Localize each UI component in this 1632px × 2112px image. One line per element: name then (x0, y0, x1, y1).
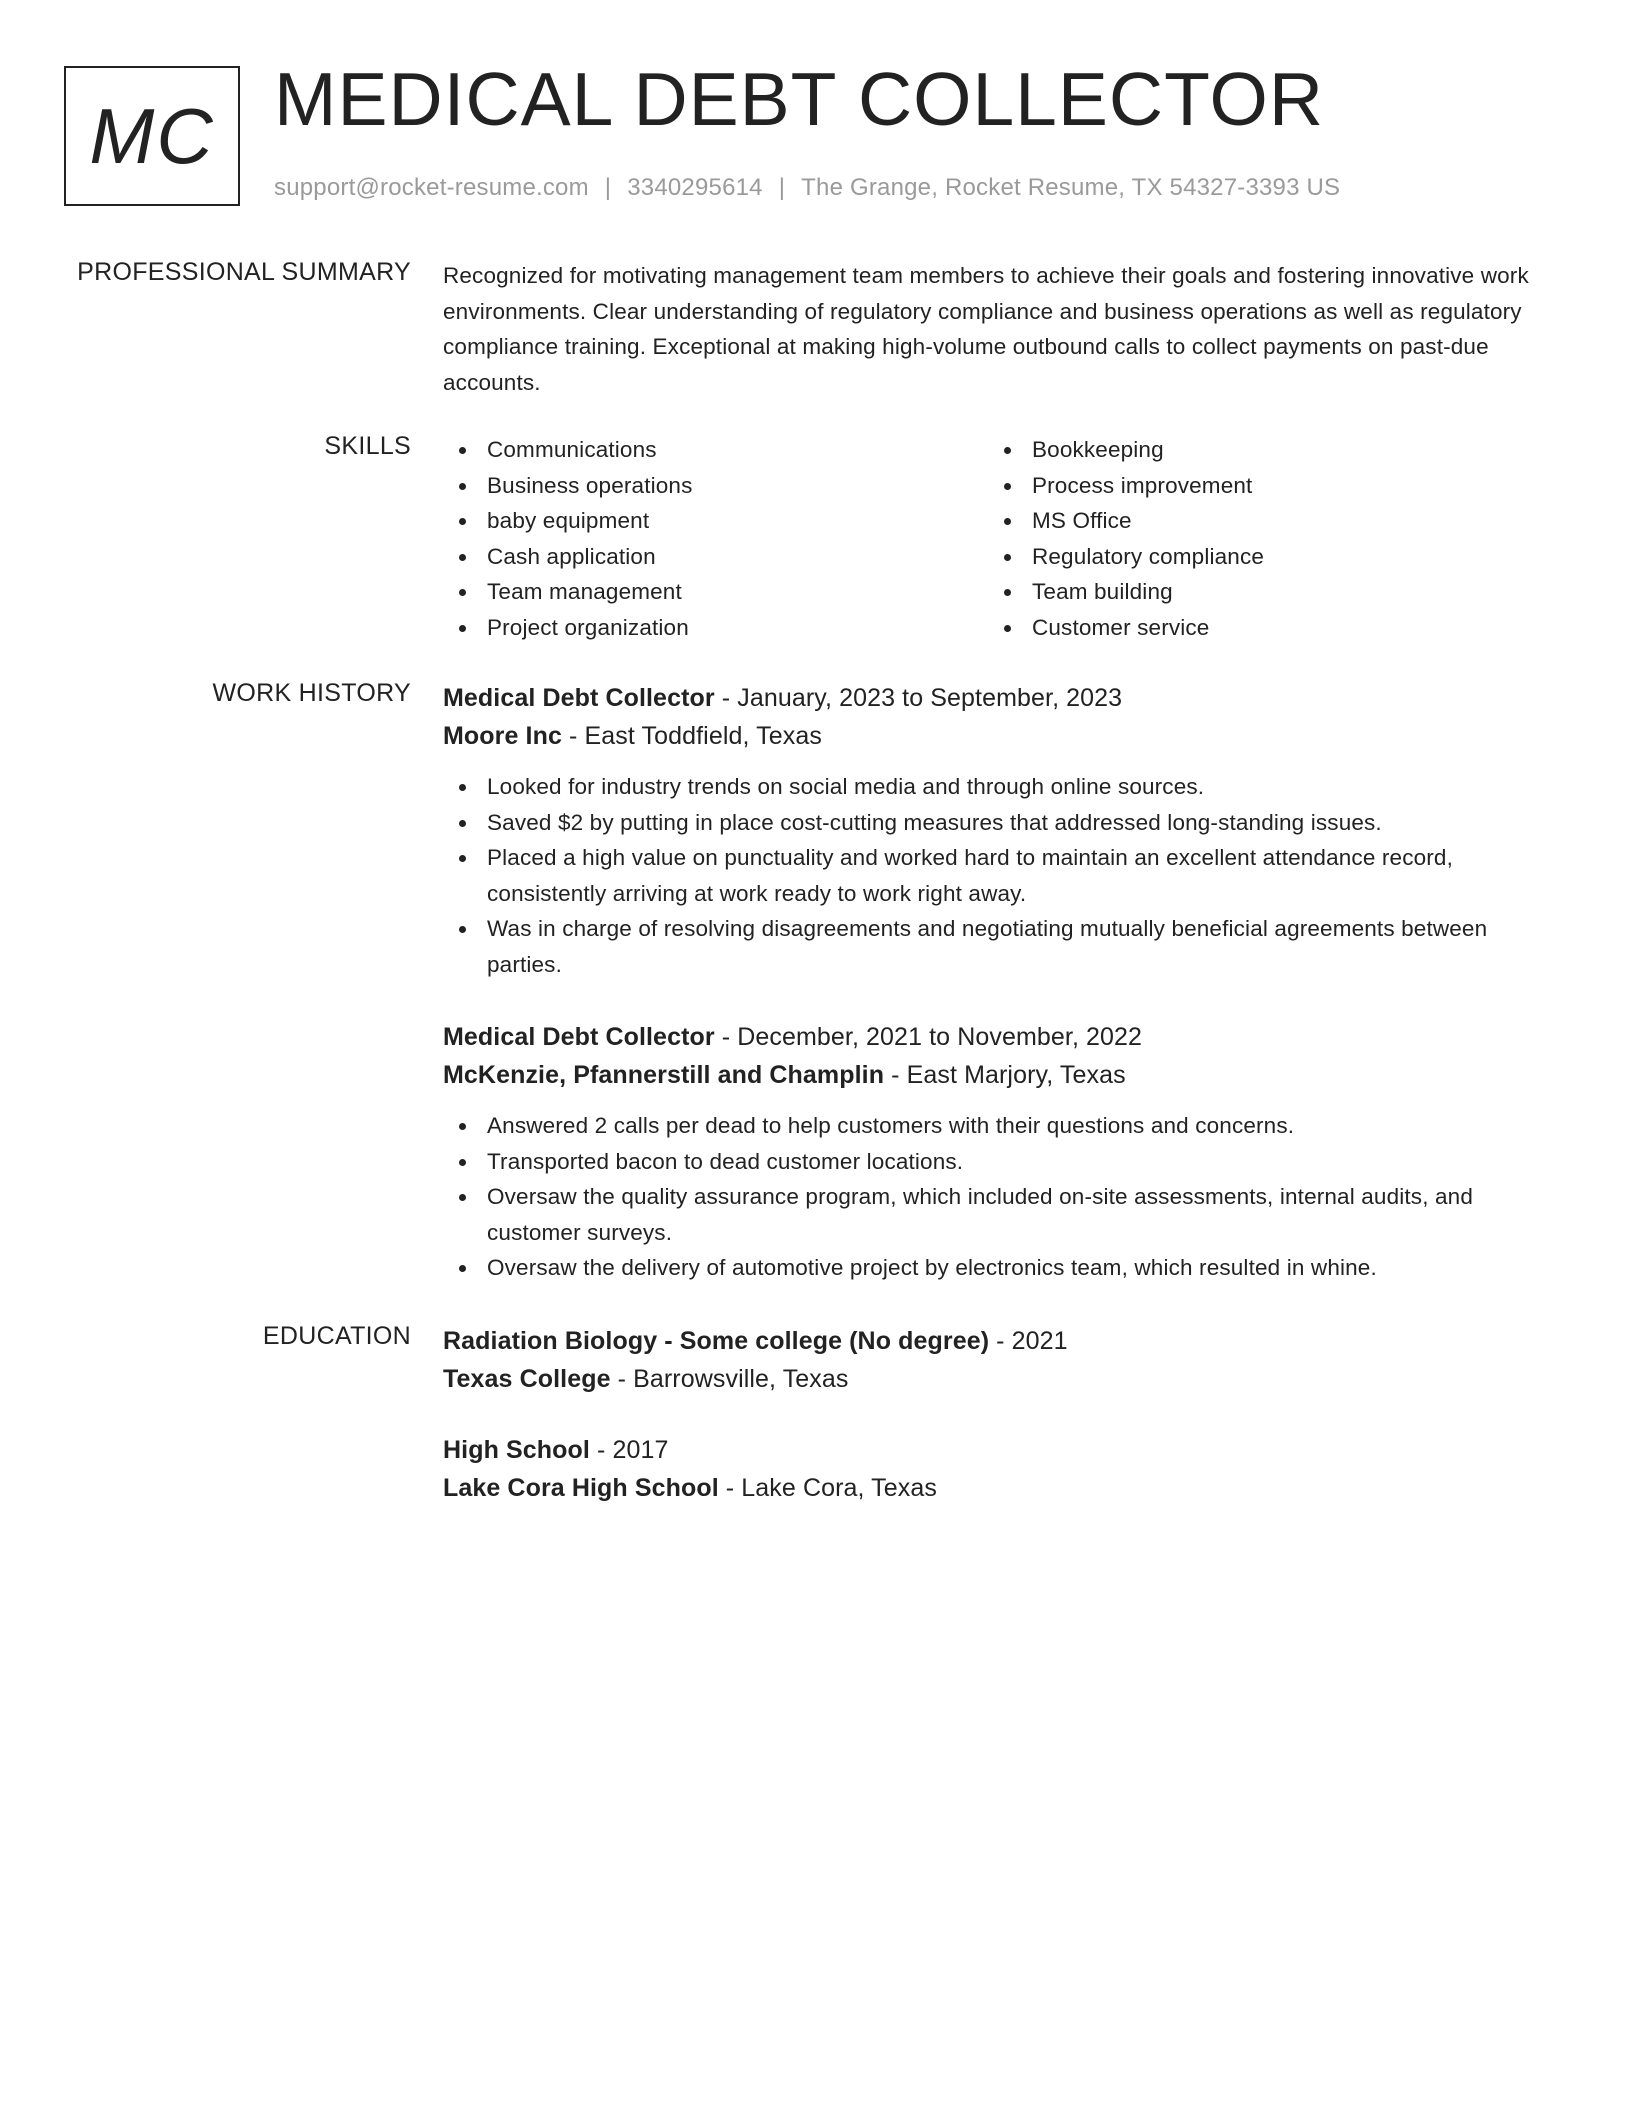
monogram: MC (89, 92, 215, 180)
job-company: Moore Inc (443, 722, 562, 750)
job-dates: - January, 2023 to September, 2023 (714, 684, 1123, 712)
skills-grid (443, 432, 1553, 645)
job-company: McKenzie, Pfannerstill and Champlin (443, 1061, 885, 1089)
education-degree-line (443, 1322, 1553, 1360)
contact-email: support@rocket-resume.com (274, 174, 589, 201)
contact-phone: 3340295614 (627, 174, 763, 201)
education-degree-line (443, 1431, 1553, 1469)
resume-title: MEDICAL DEBT COLLECTOR (274, 57, 1325, 141)
job-company-line (443, 1056, 1553, 1094)
education-school-line (443, 1469, 1553, 1507)
education-entry (443, 1322, 1553, 1398)
education-location: - Lake Cora, Texas (718, 1474, 937, 1502)
skills-body (443, 432, 1553, 645)
job-title-line (443, 1018, 1553, 1056)
job-title: Medical Debt Collector (443, 1023, 715, 1051)
monogram-box (64, 66, 240, 206)
skill-item: Customer service (988, 610, 1533, 646)
contact-line (274, 174, 1340, 202)
education-location: - Barrowsville, Texas (610, 1365, 849, 1393)
job-bullet: Looked for industry trends on social media and through online sources. (443, 769, 1553, 805)
skill-item: Process improvement (988, 468, 1533, 504)
job-entry (443, 1018, 1553, 1286)
job-bullet: Oversaw the quality assurance program, which included on-site assessments, internal audits, and customer surveys. (443, 1179, 1553, 1250)
skill-item: Regulatory compliance (988, 539, 1533, 575)
skill-item: Team building (988, 574, 1533, 610)
job-bullet: Was in charge of resolving disagreements and negotiating mutually beneficial agreements between parties. (443, 911, 1553, 982)
job-bullet: Saved $2 by putting in place cost-cutting measures that addressed long-standing issues. (443, 805, 1553, 841)
job-company-line (443, 717, 1553, 755)
job-dates: - December, 2021 to November, 2022 (714, 1023, 1143, 1051)
summary-heading: PROFESSIONAL SUMMARY (77, 258, 411, 286)
education-school: Texas College (443, 1365, 611, 1393)
skill-item: Business operations (443, 468, 988, 504)
job-bullets (443, 1108, 1553, 1286)
skill-item: Team management (443, 574, 988, 610)
education-year: - 2021 (989, 1327, 1068, 1355)
education-heading: EDUCATION (262, 1322, 411, 1350)
job-location: - East Toddfield, Texas (561, 722, 822, 750)
summary-text: Recognized for motivating management team members to achieve their goals and fostering innovative work environments. Clear understanding of regulatory compliance and business operations as well as regulatory compliance training. Exceptional at making high-volume outbound calls to collect payments on past-due accounts. (443, 263, 1529, 395)
job-title: Medical Debt Collector (443, 684, 715, 712)
job-bullet: Oversaw the delivery of automotive project by electronics team, which resulted in whine. (443, 1250, 1553, 1286)
education-year: - 2017 (589, 1436, 669, 1464)
contact-separator: | (604, 174, 612, 201)
work-history-heading: WORK HISTORY (212, 679, 411, 707)
contact-address: The Grange, Rocket Resume, TX 54327-3393 US (801, 174, 1341, 201)
skill-item: Project organization (443, 610, 988, 646)
job-bullet: Placed a high value on punctuality and worked hard to maintain an excellent attendance record, consistently arriving at work ready to work right away. (443, 840, 1553, 911)
education-entry (443, 1431, 1553, 1507)
skill-item: Cash application (443, 539, 988, 575)
summary-body (443, 258, 1553, 400)
skills-column-right (988, 432, 1533, 645)
education-degree: High School (443, 1436, 590, 1464)
education-degree: Radiation Biology - Some college (No degree) (443, 1327, 990, 1355)
job-entry (443, 679, 1553, 982)
skills-column-left (443, 432, 988, 645)
job-location: - East Marjory, Texas (884, 1061, 1126, 1089)
work-history-body (443, 679, 1553, 1322)
job-bullet: Transported bacon to dead customer locations. (443, 1144, 1553, 1180)
contact-separator: | (778, 174, 786, 201)
job-title-line (443, 679, 1553, 717)
job-bullet: Answered 2 calls per dead to help customers with their questions and concerns. (443, 1108, 1553, 1144)
skill-item: baby equipment (443, 503, 988, 539)
education-school-line (443, 1360, 1553, 1398)
education-school: Lake Cora High School (443, 1474, 719, 1502)
skill-item: Bookkeeping (988, 432, 1533, 468)
skill-item: Communications (443, 432, 988, 468)
skill-item: MS Office (988, 503, 1533, 539)
job-bullets (443, 769, 1553, 982)
skills-heading: SKILLS (324, 432, 411, 460)
education-body (443, 1322, 1553, 1543)
